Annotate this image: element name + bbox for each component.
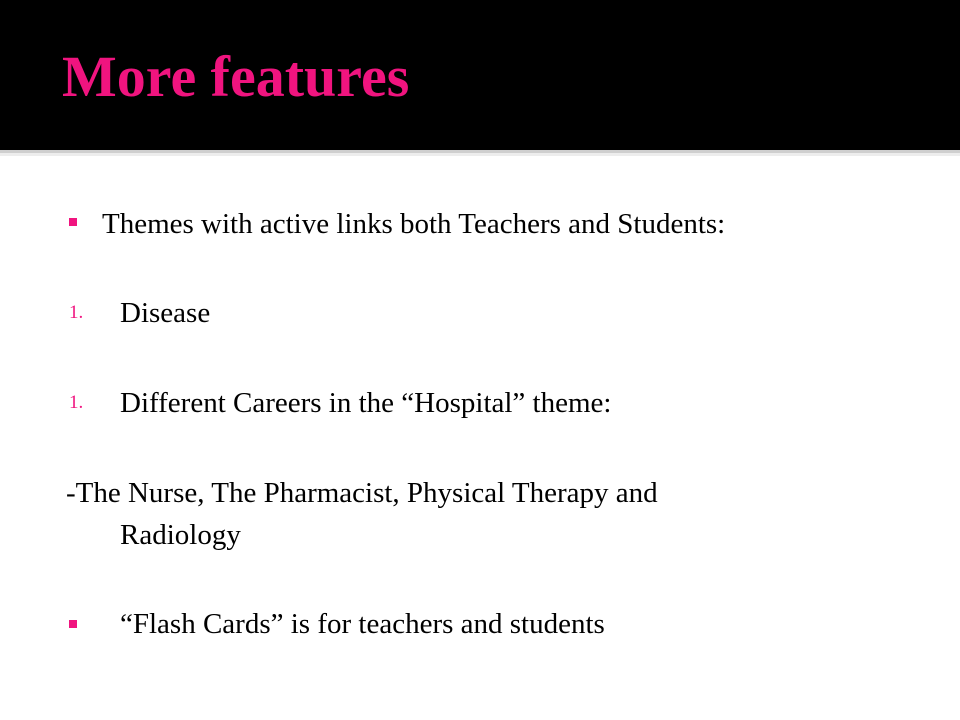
title-divider-shadow bbox=[0, 153, 960, 156]
slide-title: More features bbox=[62, 44, 410, 109]
square-bullet-icon bbox=[69, 218, 77, 226]
careers-list-line-2: Radiology bbox=[120, 519, 241, 551]
list-number-1: 1. bbox=[69, 302, 84, 323]
bullet-text-themes: Themes with active links both Teachers and Students: bbox=[102, 208, 726, 240]
list-number-2: 1. bbox=[69, 392, 84, 413]
list-item-disease: Disease bbox=[120, 297, 211, 329]
title-bar bbox=[0, 0, 960, 150]
square-bullet-icon bbox=[69, 620, 77, 628]
bullet-text-flash-cards: “Flash Cards” is for teachers and students bbox=[120, 608, 605, 640]
careers-list-line-1: -The Nurse, The Pharmacist, Physical Therapy and bbox=[66, 477, 658, 509]
list-item-careers: Different Careers in the “Hospital” theme: bbox=[120, 387, 612, 419]
